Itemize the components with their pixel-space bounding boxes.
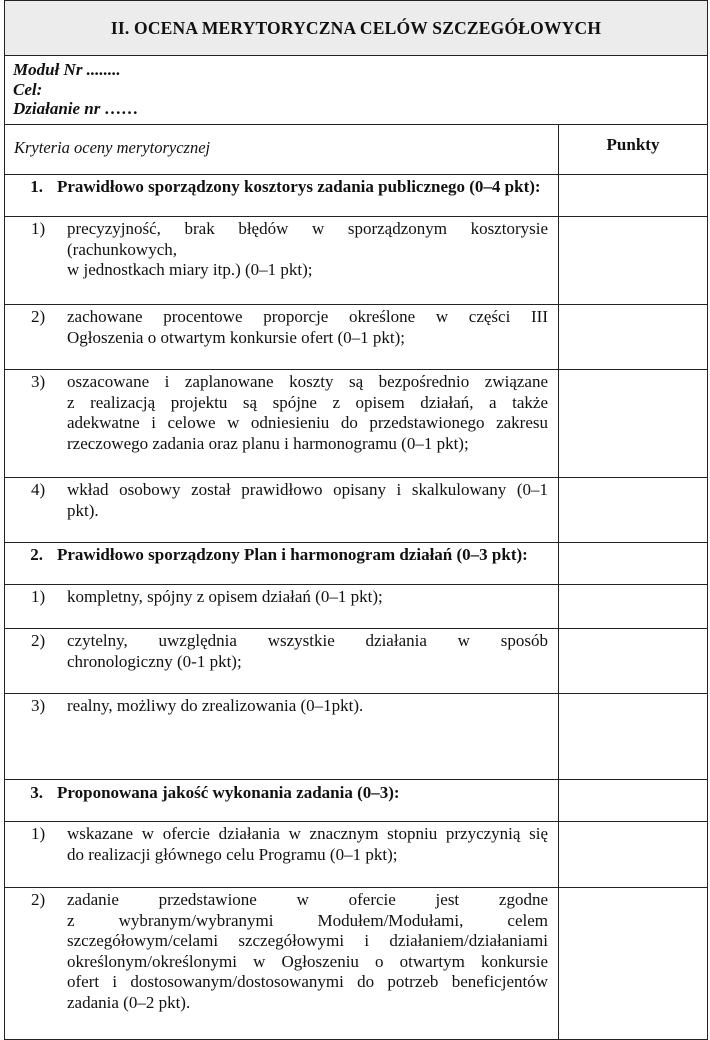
item-line: rzeczowego zadania oraz planu i harmonogramu (0–1 pkt);	[67, 433, 469, 453]
item-line: (rachunkowych,	[67, 239, 177, 259]
points-header: Punkty	[559, 125, 708, 175]
section-header	[5, 780, 559, 822]
criterion-item	[5, 370, 559, 478]
section-title: Prawidłowo sporządzony kosztorys zadania publicznego (0–4 pkt):	[57, 177, 541, 196]
points-cell[interactable]	[559, 780, 708, 822]
points-cell[interactable]	[559, 694, 708, 780]
item-number: 2)	[31, 307, 46, 326]
criterion-item	[5, 478, 559, 543]
item-line: czytelny, uwzględnia wszystkie działania w sposób	[67, 631, 548, 650]
item-line: z realizacją projektu są spójne z opisem działań, a także	[67, 392, 548, 412]
evaluation-table	[4, 0, 708, 1040]
item-line: Ogłoszenia o otwartym konkursie ofert (0–1 pkt);	[67, 327, 406, 347]
cel-field: Cel:	[13, 79, 43, 99]
item-line: oszacowane i zaplanowane koszty są bezpośrednio związane	[67, 372, 548, 391]
item-line: z wybranym/wybranymi Modułem/Modułami, celem	[67, 910, 548, 930]
points-cell[interactable]	[559, 629, 708, 694]
item-number: 2)	[31, 631, 46, 650]
item-line: zachowane procentowe proporcje określone w części III	[67, 307, 548, 326]
criteria-header: Kryteria oceny merytorycznej	[5, 125, 559, 175]
criterion-item	[5, 888, 559, 1040]
section-title: Prawidłowo sporządzony Plan i harmonogram działań (0–3 pkt):	[57, 545, 528, 564]
item-number: 3)	[31, 372, 46, 391]
item-line: kompletny, spójny z opisem działań (0–1 pkt);	[67, 587, 383, 606]
criterion-item	[5, 217, 559, 305]
criterion-item	[5, 629, 559, 694]
item-line: zadanie przedstawione w ofercie jest zgodne	[67, 890, 548, 909]
section-header	[5, 543, 559, 585]
criterion-item	[5, 585, 559, 629]
meta-block	[5, 56, 708, 125]
item-line: chronologiczny (0-1 pkt);	[67, 651, 242, 671]
points-cell[interactable]	[559, 478, 708, 543]
form-title: II. OCENA MERYTORYCZNA CELÓW SZCZEGÓŁOWYCH	[5, 1, 708, 56]
item-line: ofert i dostosowanym/dostosowanymi do potrzeb beneficjentów	[67, 972, 548, 991]
item-number: 3)	[31, 696, 46, 715]
points-cell[interactable]	[559, 175, 708, 217]
item-line: określonym/określonymi w Ogłoszeniu o otwartym konkursie	[67, 951, 548, 971]
item-line: precyzyjność, brak błędów w sporządzonym kosztorysie	[67, 219, 548, 238]
item-number: 2)	[31, 890, 46, 909]
points-cell[interactable]	[559, 543, 708, 585]
modul-field: Moduł Nr ........	[13, 60, 121, 79]
item-line: wkład osobowy został prawidłowo opisany i skalkulowany (0–1	[67, 480, 548, 499]
item-line: zadania (0–2 pkt).	[67, 992, 191, 1012]
criterion-item	[5, 305, 559, 370]
item-number: 1)	[31, 824, 46, 843]
item-number: 4)	[31, 480, 46, 499]
criterion-item	[5, 694, 559, 780]
section-number: 2.	[30, 545, 43, 564]
item-line: realny, możliwy do zrealizowania (0–1pkt).	[67, 696, 364, 715]
evaluation-form	[4, 0, 707, 1040]
item-line: w jednostkach miary itp.) (0–1 pkt);	[67, 260, 313, 279]
dzialanie-field: Działanie nr ……	[13, 99, 139, 118]
points-cell[interactable]	[559, 822, 708, 888]
section-number: 1.	[30, 177, 43, 196]
points-cell[interactable]	[559, 217, 708, 305]
points-cell[interactable]	[559, 888, 708, 1040]
item-line: adekwatne i celowe w odniesieniu do przedstawionego zakresu	[67, 413, 548, 432]
points-cell[interactable]	[559, 305, 708, 370]
item-line: szczegółowym/celami szczegółowymi i działaniem/działaniami	[67, 931, 548, 950]
section-title: Proponowana jakość wykonania zadania (0–3):	[57, 783, 400, 802]
section-number: 3.	[30, 783, 43, 802]
item-number: 1)	[31, 587, 46, 606]
points-cell[interactable]	[559, 370, 708, 478]
item-line: do realizacji głównego celu Programu (0–1 pkt);	[67, 844, 398, 864]
item-line: wskazane w ofercie działania w znacznym stopniu przyczynią się	[67, 824, 548, 843]
item-number: 1)	[31, 219, 46, 238]
item-line: pkt).	[67, 500, 99, 520]
points-cell[interactable]	[559, 585, 708, 629]
criterion-item	[5, 822, 559, 888]
section-header	[5, 175, 559, 217]
